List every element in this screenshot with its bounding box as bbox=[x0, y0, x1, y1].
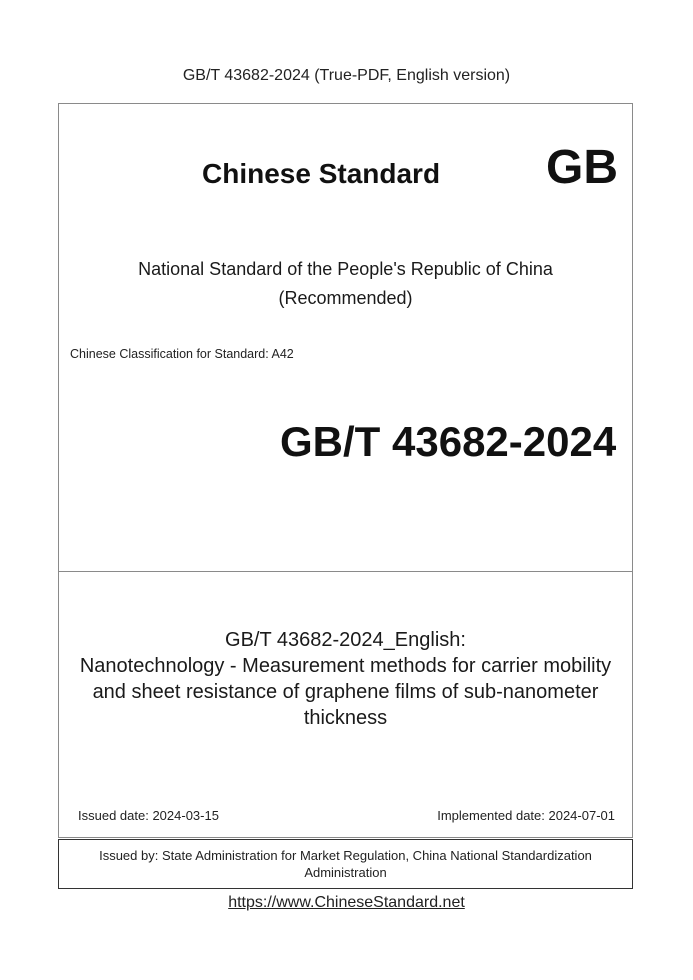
chinese-standard-heading: Chinese Standard bbox=[202, 158, 441, 189]
standard-number: GB/T 43682-2024 bbox=[280, 418, 617, 465]
website-link[interactable]: https://www.ChineseStandard.net bbox=[228, 894, 465, 911]
title-line: Nanotechnology - Measurement methods for carrier mobility bbox=[79, 655, 612, 677]
title-line: and sheet resistance of graphene films of sub-nanometer bbox=[92, 681, 599, 703]
issued-date: Issued date: 2024-03-15 bbox=[78, 808, 219, 823]
gb-mark: GB bbox=[546, 141, 618, 194]
title-line: thickness bbox=[303, 707, 388, 729]
standard-title bbox=[59, 627, 632, 731]
classification-text: Chinese Classification for Standard: A42 bbox=[70, 347, 294, 361]
issuer-box bbox=[58, 839, 633, 889]
issuer-line: Administration bbox=[304, 865, 387, 880]
cover-frame bbox=[58, 103, 633, 838]
national-standard-line: National Standard of the People's Republic of China bbox=[138, 259, 553, 279]
issuer-line: Issued by: State Administration for Market Regulation, China National Standardization bbox=[99, 848, 592, 863]
implemented-date: Implemented date: 2024-07-01 bbox=[437, 808, 615, 823]
recommended-line: (Recommended) bbox=[278, 288, 413, 308]
document-header: GB/T 43682-2024 (True-PDF, English version) bbox=[182, 67, 511, 84]
title-line: GB/T 43682-2024_English: bbox=[225, 629, 466, 651]
section-divider bbox=[59, 571, 632, 572]
